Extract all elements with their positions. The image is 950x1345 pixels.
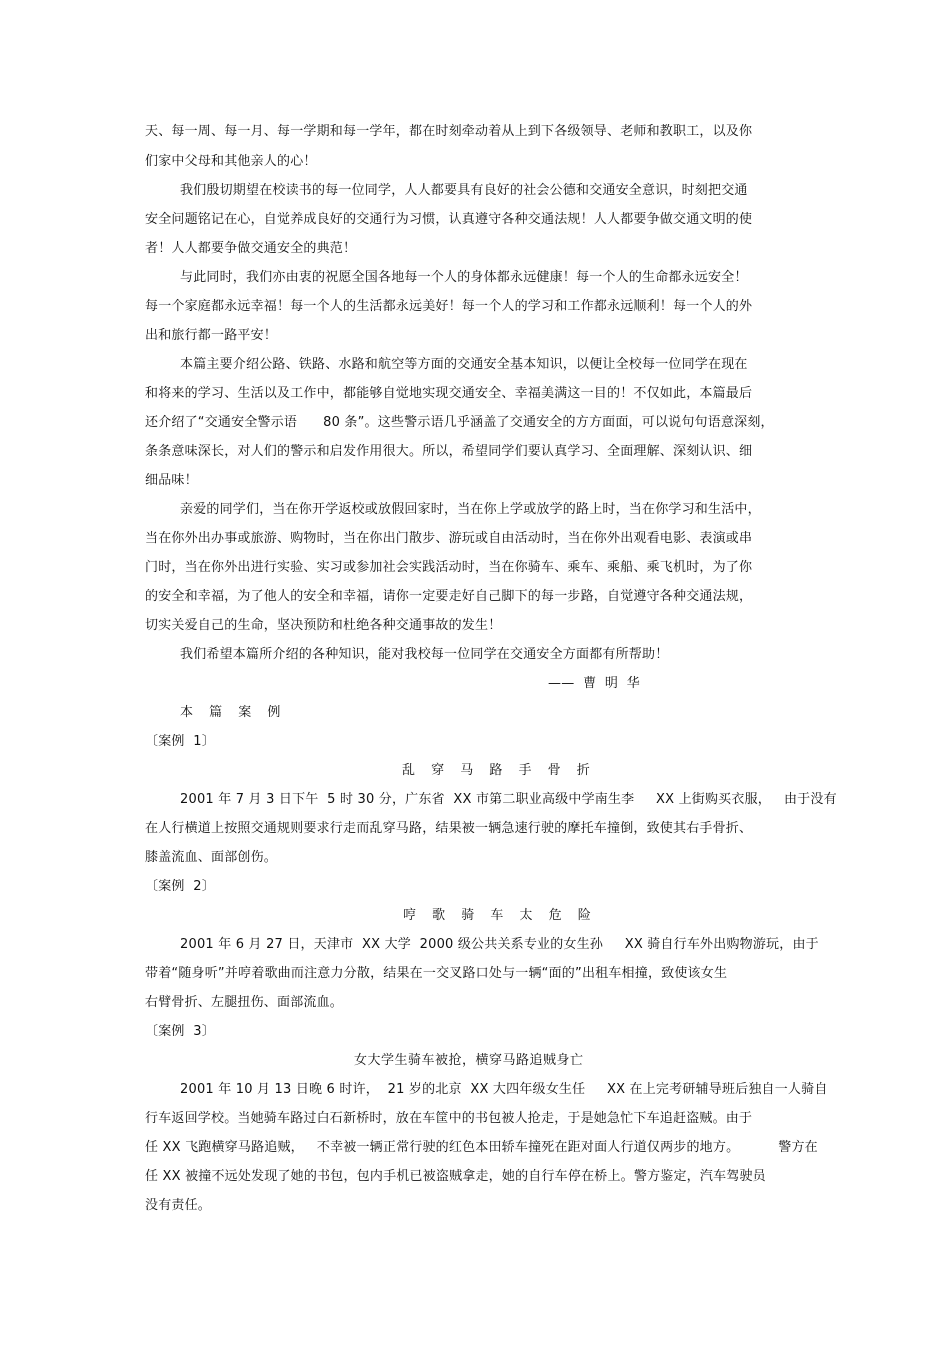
text-line: 当在你外出办事或旅游、购物时，当在你出门散步、游玩或自由活动时，当在你外出观看电影、表演或串 [145, 531, 753, 546]
text-line: 与此同时，我们亦由衷的祝愿全国各地每一个人的身体都永远健康！每一个人的生命都永远安全！ [180, 270, 748, 285]
text-line: 2001 年 10 月 13 日晚 6 时许， 21 岁的北京 XX 大四年级女生任 XX 在上完考研辅导班后独自一人骑自 [180, 1082, 828, 1097]
text-line: 者！人人都要争做交通安全的典范！ [145, 241, 357, 256]
author-signature: —— 曹 明 华 [548, 676, 640, 691]
text-line: 在人行横道上按照交通规则要求行走而乱穿马路，结果被一辆急速行驶的摩托车撞倒，致使其右手骨折、 [145, 821, 753, 836]
text-line: 2001 年 7 月 3 日下午 5 时 30 分，广东省 XX 市第二职业高级中学南生李 XX 上街购买衣服， 由于没有 [180, 792, 837, 807]
case-label: 〔案例 2〕 [145, 879, 215, 894]
text-line: 每一个家庭都永远幸福！每一个人的生活都永远美好！每一个人的学习和工作都永远顺利！每一个人的外 [145, 299, 753, 314]
text-line: 带着“随身听”并哼着歌曲而注意力分散，结果在一交叉路口处与一辆“面的”出租车相撞，致使该女生 [145, 966, 728, 981]
text-line: 我们殷切期望在校读书的每一位同学，人人都要具有良好的社会公德和交通安全意识，时刻把交通 [180, 183, 748, 198]
text-line: 膝盖流血、面部创伤。 [145, 850, 278, 865]
text-line: 任 XX 飞跑横穿马路追贼， 不幸被一辆正常行驶的红色本田轿车撞死在距对面人行道仅两步的地方。 警方在 [145, 1140, 818, 1155]
case-title: 乱 穿 马 路 手 骨 折 [402, 763, 596, 778]
text-line: 本篇主要介绍公路、铁路、水路和航空等方面的交通安全基本知识，以便让全校每一位同学在现在 [180, 357, 748, 372]
text-line: 们家中父母和其他亲人的心！ [145, 154, 317, 169]
text-line: 没有责任。 [145, 1198, 212, 1213]
text-line: 细品味！ [145, 473, 198, 488]
text-line: 右臂骨折、左腿扭伤、面部流血。 [145, 995, 344, 1010]
text-line: 还介绍了“交通安全警示语 80 条”。这些警示语几乎涵盖了交通安全的方方面面，可以说句句语意深刻， [145, 415, 774, 430]
text-line: 的安全和幸福，为了他人的安全和幸福，请你一定要走好自己脚下的每一步路，自觉遵守各种交通法规， [145, 589, 753, 604]
section-title: 本 篇 案 例 [180, 705, 287, 720]
case-title: 哼 歌 骑 车 太 危 险 [403, 908, 597, 923]
case-label: 〔案例 1〕 [145, 734, 215, 749]
text-line: 行车返回学校。当她骑车路过白石新桥时，放在车筐中的书包被人抢走，于是她急忙下车追赶盗贼。由于 [145, 1111, 753, 1126]
text-line: 条条意味深长，对人们的警示和启发作用很大。所以，希望同学们要认真学习、全面理解、深刻认识、细 [145, 444, 753, 459]
text-line: 和将来的学习、生活以及工作中，都能够自觉地实现交通安全、幸福美满这一目的！不仅如此，本篇最后 [145, 386, 753, 401]
text-line: 天、每一周、每一月、每一学期和每一学年，都在时刻牵动着从上到下各级领导、老师和教职工，以及你 [145, 124, 753, 139]
text-line: 2001 年 6 月 27 日，天津市 XX 大学 2000 级公共关系专业的女生孙 XX 骑自行车外出购物游玩，由于 [180, 937, 819, 952]
text-line: 切实关爱自己的生命，坚决预防和杜绝各种交通事故的发生！ [145, 618, 502, 633]
case-title: 女大学生骑车被抢，横穿马路追贼身亡 [354, 1053, 584, 1068]
text-line: 任 XX 被撞不远处发现了她的书包，包内手机已被盗贼拿走，她的自行车停在桥上。警方鉴定，汽车驾驶员 [145, 1169, 766, 1184]
text-line: 亲爱的同学们，当在你开学返校或放假回家时，当在你上学或放学的路上时，当在你学习和生活中， [180, 502, 761, 517]
text-line: 安全问题铭记在心，自觉养成良好的交通行为习惯，认真遵守各种交通法规！人人都要争做交通文明的使 [145, 212, 753, 227]
text-line: 我们希望本篇所介绍的各种知识，能对我校每一位同学在交通安全方面都有所帮助！ [180, 647, 669, 662]
case-label: 〔案例 3〕 [145, 1024, 215, 1039]
text-line: 出和旅行都一路平安！ [145, 328, 278, 343]
text-line: 门时，当在你外出进行实验、实习或参加社会实践活动时，当在你骑车、乘车、乘船、乘飞机时，为了你 [145, 560, 753, 575]
